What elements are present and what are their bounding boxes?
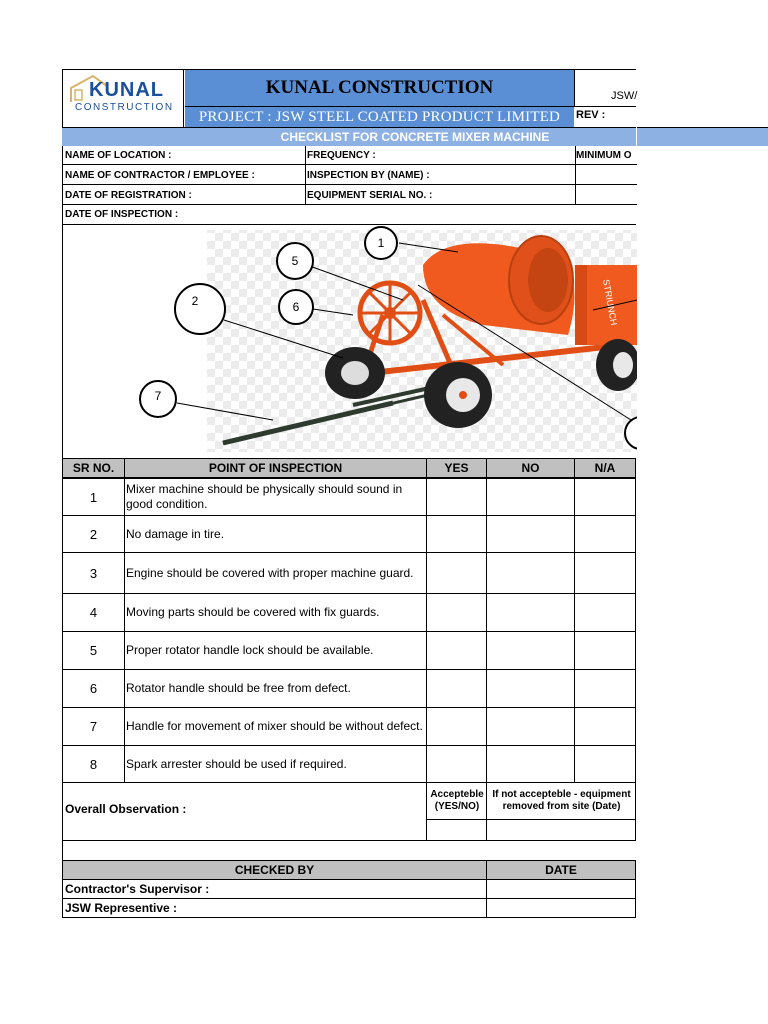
- callout-1: [365, 227, 397, 259]
- row-inspection-point: Engine should be covered with proper machine guard.: [124, 552, 427, 594]
- row-sr-number: 7: [62, 707, 125, 746]
- spacer-row: [62, 841, 636, 860]
- registration-date-label: DATE OF REGISTRATION :: [65, 189, 192, 201]
- svg-text:2: 2: [191, 294, 199, 308]
- row-no-checkbox[interactable]: [486, 515, 575, 553]
- info-row-line: [63, 164, 637, 165]
- row-inspection-point: Moving parts should be covered with fix guards.: [124, 593, 427, 632]
- row-na-checkbox[interactable]: [574, 745, 636, 783]
- handwheel-icon: [360, 283, 420, 343]
- row-inspection-point: Rotator handle should be free from defect.: [124, 669, 427, 708]
- row-no-checkbox[interactable]: [486, 478, 575, 516]
- row-na-checkbox[interactable]: [574, 707, 636, 746]
- callout-5: [277, 243, 313, 279]
- minimum-label: MINIMUM O: [576, 150, 632, 161]
- date-header: DATE: [486, 860, 636, 880]
- acceptable-input[interactable]: [426, 820, 487, 841]
- row-sr-number: 1: [62, 478, 125, 516]
- row-na-checkbox[interactable]: [574, 631, 636, 670]
- supervisor-label: Contractor's Supervisor :: [62, 879, 487, 899]
- row-na-checkbox[interactable]: [574, 552, 636, 594]
- row-yes-checkbox[interactable]: [426, 593, 487, 632]
- row-yes-checkbox[interactable]: [426, 478, 487, 516]
- acceptable-header: Accepteble (YES/NO): [426, 782, 487, 820]
- svg-text:5: 5: [291, 254, 299, 268]
- row-inspection-point: Proper rotator handle lock should be available.: [124, 631, 427, 670]
- jsw-representative-label: JSW Representive :: [62, 898, 487, 918]
- col-header-no: NO: [486, 458, 575, 478]
- row-na-checkbox[interactable]: [574, 515, 636, 553]
- serial-number-label: EQUIPMENT SERIAL NO. :: [307, 189, 433, 201]
- info-row-line: [63, 184, 637, 185]
- svg-text:1: 1: [377, 236, 385, 250]
- mixer-diagram: [63, 225, 637, 458]
- callout-2: [175, 284, 225, 334]
- contractor-label: NAME OF CONTRACTOR / EMPLOYEE :: [65, 169, 255, 181]
- not-acceptable-header: If not accepteble - equipment removed from site (Date): [486, 782, 636, 820]
- doc-code: JSW/: [611, 90, 638, 102]
- brand-text: STRIUNCH: [601, 278, 619, 327]
- row-sr-number: 6: [62, 669, 125, 708]
- row-inspection-point: Mixer machine should be physically should sound in good condition.: [124, 478, 427, 516]
- row-no-checkbox[interactable]: [486, 707, 575, 746]
- row-no-checkbox[interactable]: [486, 552, 575, 594]
- row-inspection-point: Spark arrester should be used if required.: [124, 745, 427, 783]
- overall-observation-label: Overall Observation :: [65, 802, 187, 816]
- row-na-checkbox[interactable]: [574, 669, 636, 708]
- svg-text:6: 6: [292, 300, 300, 314]
- checklist-bar-divider: [636, 127, 637, 146]
- frequency-label: FREQUENCY :: [307, 150, 376, 161]
- row-no-checkbox[interactable]: [486, 669, 575, 708]
- jsw-date-field[interactable]: [486, 898, 636, 918]
- col-header-point: POINT OF INSPECTION: [124, 458, 427, 478]
- row-yes-checkbox[interactable]: [426, 552, 487, 594]
- row-yes-checkbox[interactable]: [426, 745, 487, 783]
- row-yes-checkbox[interactable]: [426, 707, 487, 746]
- row-yes-checkbox[interactable]: [426, 669, 487, 708]
- row-na-checkbox[interactable]: [574, 593, 636, 632]
- inspection-date-label: DATE OF INSPECTION :: [65, 209, 179, 220]
- col-header-na: N/A: [574, 458, 636, 478]
- row-no-checkbox[interactable]: [486, 593, 575, 632]
- row-na-checkbox[interactable]: [574, 478, 636, 516]
- inspection-by-label: INSPECTION BY (NAME) :: [307, 169, 430, 181]
- rev-label: REV :: [576, 109, 606, 121]
- col-header-sr: SR NO.: [62, 458, 125, 478]
- row-no-checkbox[interactable]: [486, 631, 575, 670]
- supervisor-date-field[interactable]: [486, 879, 636, 899]
- col-header-yes: YES: [426, 458, 487, 478]
- logo-subtext: CONSTRUCTION: [75, 102, 174, 113]
- company-logo: [63, 70, 184, 127]
- row-yes-checkbox[interactable]: [426, 515, 487, 553]
- row-sr-number: 8: [62, 745, 125, 783]
- svg-text:7: 7: [154, 389, 162, 403]
- engine-guard-icon: [575, 265, 637, 345]
- callout-6: [279, 290, 313, 324]
- row-inspection-point: Handle for movement of mixer should be without defect.: [124, 707, 427, 746]
- callout-7: [140, 381, 176, 417]
- header-right-box: [574, 70, 636, 107]
- company-title: KUNAL CONSTRUCTION: [185, 70, 574, 107]
- row-sr-number: 5: [62, 631, 125, 670]
- diagram-area: [62, 225, 636, 458]
- row-sr-number: 4: [62, 593, 125, 632]
- location-label: NAME OF LOCATION :: [65, 150, 172, 161]
- row-yes-checkbox[interactable]: [426, 631, 487, 670]
- row-no-checkbox[interactable]: [486, 745, 575, 783]
- project-title: PROJECT : JSW STEEL COATED PRODUCT LIMITED: [185, 107, 574, 127]
- checked-by-header: CHECKED BY: [62, 860, 487, 880]
- row-inspection-point: No damage in tire.: [124, 515, 427, 553]
- logo-text: KUNAL: [89, 79, 164, 101]
- row-sr-number: 2: [62, 515, 125, 553]
- row-sr-number: 3: [62, 552, 125, 594]
- removed-date-input[interactable]: [486, 820, 636, 841]
- checklist-title: CHECKLIST FOR CONCRETE MIXER MACHINE: [62, 127, 768, 146]
